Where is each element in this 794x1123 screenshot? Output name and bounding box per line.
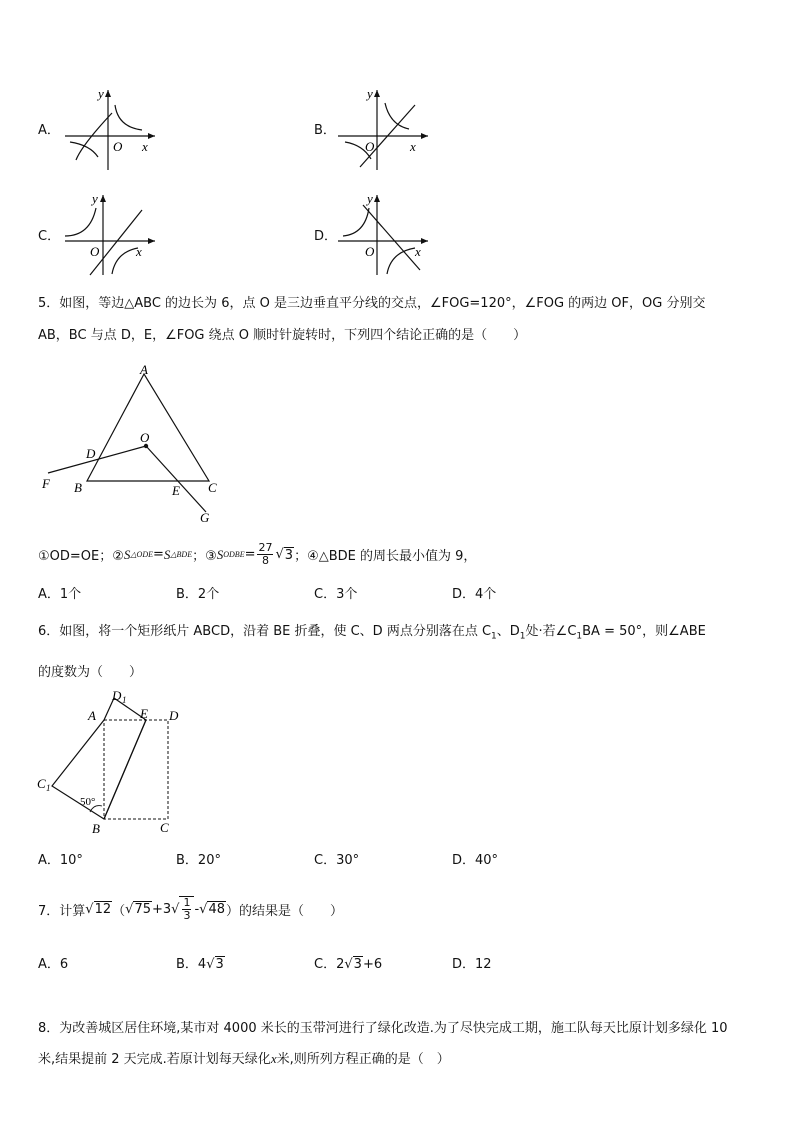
q4c-x: x (136, 244, 142, 259)
q5-option-a[interactable]: A．1个 (38, 587, 82, 602)
q4-graph-b (335, 85, 435, 175)
q6-line2: 的度数为（ ） (38, 665, 143, 680)
q6-label-d: D (169, 708, 179, 723)
q5-label-c: C (208, 480, 217, 495)
q5-label-a: A (140, 362, 148, 377)
q4a-o: O (113, 139, 123, 154)
q4-option-a-letter: A． (38, 123, 60, 138)
q7-option-b[interactable]: B．4√3 (176, 957, 224, 972)
q5-option-b[interactable]: B．2个 (176, 587, 220, 602)
q4-graph-a (60, 85, 160, 175)
q4-option-d-letter: D． (314, 229, 338, 244)
q7-option-c[interactable]: C．2√3+6 (314, 957, 383, 972)
q5-option-c[interactable]: C．3个 (314, 587, 358, 602)
q7-option-d[interactable]: D．12 (452, 957, 492, 972)
q6-option-c[interactable]: C．30° (314, 853, 360, 868)
q5-label-e: E (172, 483, 180, 498)
q6-option-a[interactable]: A．10° (38, 853, 83, 868)
q4-graph-c (60, 190, 160, 280)
q5-statements: ①OD=OE；② S △ODE = S △BDE ；③ S ODBE = $\frac{27}{8}$ √ 3 ；④△BDE 的周长最小值为 9， (38, 541, 477, 567)
q6-angle-label: 50° (80, 796, 96, 808)
q4-graph-d (335, 190, 435, 280)
q6-option-b[interactable]: B．20° (176, 853, 221, 868)
q5-triangle-figure (38, 362, 238, 527)
q5-label-f: F (42, 476, 50, 491)
q7-line: 7．计算 √ 12 （ √ 75 +3 √ $\frac{1}{3}$ - √ 48 ）的结果是（ ） (38, 896, 344, 922)
q4b-o: O (365, 139, 375, 154)
q5-label-d: D (86, 446, 96, 461)
q6-rectangle-figure (36, 688, 196, 838)
q6-label-c1: C (37, 776, 46, 791)
q7-option-a[interactable]: A．6 (38, 957, 69, 972)
q4c-o: O (90, 244, 100, 259)
svg-text:1: 1 (122, 695, 127, 705)
q4c-y: y (92, 191, 98, 206)
q5-line2: AB，BC 与点 D，E，∠FOG 绕点 O 顺时针旋转时，下列四个结论正确的是（ ） (38, 328, 527, 343)
q5-option-d[interactable]: D．4个 (452, 587, 497, 602)
q4a-x: x (142, 139, 148, 154)
q8-line1: 8．为改善城区居住环境,某市对 4000 米长的玉带河进行了绿化改造.为了尽快完成工期，施工队每天比原计划多绿化 10 (38, 1021, 728, 1036)
q6-option-d[interactable]: D．40° (452, 853, 499, 868)
q4d-y: y (367, 191, 373, 206)
q6-line1: 6．如图，将一个矩形纸片 ABCD，沿着 BE 折叠，使 C、D 两点分别落在点 $C_1$、$D_1$处·若$\angle C_1BA = 50^\circ$，则∠ABE (38, 624, 706, 642)
q6-label-b: B (92, 821, 100, 836)
q4d-x: x (415, 244, 421, 259)
q4a-y: y (98, 86, 104, 101)
q4b-x: x (410, 139, 416, 154)
q4d-o: O (365, 244, 375, 259)
q5-label-b: B (74, 480, 82, 495)
svg-text:1: 1 (46, 783, 51, 793)
q8-line2: 米,结果提前 2 天完成.若原计划每天绿化x米,则所列方程正确的是（ ） (38, 1051, 450, 1067)
q5-line1: 5．如图，等边△ABC 的边长为 6，点 O 是三边垂直平分线的交点，∠FOG=120°，∠FOG 的两边 OF，OG 分别交 (38, 296, 706, 311)
q6-label-c: C (160, 820, 169, 835)
q6-label-d1: D (112, 688, 122, 703)
q5-label-o: O (140, 430, 150, 445)
q5-label-g: G (200, 510, 210, 525)
q4-option-b-letter: B． (314, 123, 336, 138)
q4-option-c-letter: C． (38, 229, 61, 244)
q4b-y: y (367, 86, 373, 101)
q6-label-a: A (88, 708, 96, 723)
q6-label-e: E (140, 706, 148, 721)
